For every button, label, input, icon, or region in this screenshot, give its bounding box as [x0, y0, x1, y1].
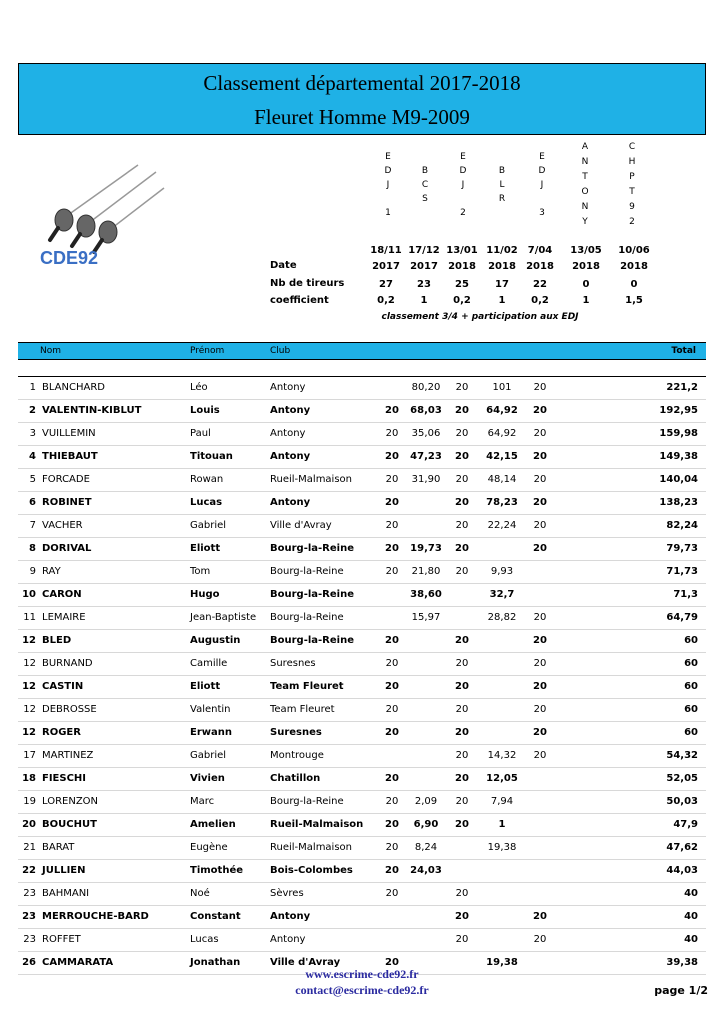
cell-e4: 14,32 — [487, 750, 517, 761]
cell-prenom: Amelien — [190, 819, 236, 830]
cell-prenom: Jonathan — [190, 957, 241, 968]
table-row — [18, 837, 706, 860]
cell-e3: 20 — [455, 773, 469, 784]
cell-nom: MARTINEZ — [42, 750, 94, 761]
cell-e4: 64,92 — [487, 428, 517, 439]
cell-e2: 8,24 — [414, 842, 438, 853]
cell-prenom: Valentin — [190, 704, 231, 715]
cell-total: 159,98 — [659, 428, 698, 439]
cell-e1: 20 — [385, 451, 399, 462]
cell-e1: 20 — [385, 681, 399, 692]
label-nb: Nb de tireurs — [270, 278, 345, 289]
cell-total: 192,95 — [659, 405, 698, 416]
table-row — [18, 492, 706, 515]
cell-e1: 20 — [385, 543, 399, 554]
cell-e4: 19,38 — [487, 842, 517, 853]
cell-prenom: Vivien — [190, 773, 225, 784]
cell-e4: 64,92 — [486, 405, 518, 416]
cell-total: 221,2 — [666, 382, 698, 393]
cell-rank: 12 — [23, 704, 36, 715]
cell-e5: 20 — [533, 704, 547, 715]
cell-prenom: Noé — [190, 888, 210, 899]
cell-e3: 20 — [455, 750, 469, 761]
event-code-6: A N T O N Y — [581, 142, 589, 227]
cell-club: Bourg-la-Reine — [270, 543, 354, 554]
table-row — [18, 929, 706, 952]
cell-e4: 22,24 — [487, 520, 517, 531]
cell-e5: 20 — [533, 727, 547, 738]
cell-club: Suresnes — [270, 658, 316, 669]
cell-e4: 48,14 — [487, 474, 517, 485]
cell-total: 60 — [684, 658, 698, 669]
cell-rank: 12 — [22, 681, 36, 692]
cell-nom: DORIVAL — [42, 543, 92, 554]
cell-rank: 11 — [23, 612, 36, 623]
cell-total: 138,23 — [659, 497, 698, 508]
cell-nom: VALENTIN-KIBLUT — [42, 405, 142, 416]
table-row — [18, 791, 706, 814]
cell-e1: 20 — [385, 773, 399, 784]
cell-prenom: Rowan — [190, 474, 224, 485]
cell-rank: 4 — [29, 451, 36, 462]
cell-rank: 9 — [29, 566, 36, 577]
cell-nom: ROFFET — [42, 934, 81, 945]
cell-e1: 20 — [385, 405, 399, 416]
cell-prenom: Lucas — [190, 497, 223, 508]
cell-e2: 38,60 — [410, 589, 442, 600]
event-code-3: E D J 2 — [459, 152, 467, 218]
cell-e1: 20 — [385, 888, 399, 899]
cell-club: Bourg-la-Reine — [270, 589, 354, 600]
cell-rank: 7 — [29, 520, 36, 531]
cell-club: Antony — [270, 934, 306, 945]
table-row — [18, 630, 706, 653]
cell-prenom: Paul — [190, 428, 211, 439]
cell-prenom: Eliott — [190, 681, 221, 692]
cell-e1: 20 — [385, 428, 399, 439]
cell-e3: 20 — [455, 635, 469, 646]
cell-e3: 20 — [455, 451, 469, 462]
cell-e2: 80,20 — [411, 382, 441, 393]
cell-rank: 18 — [22, 773, 36, 784]
table-row — [18, 607, 706, 630]
cell-prenom: Lucas — [190, 934, 219, 945]
cell-rank: 12 — [22, 727, 36, 738]
cell-e4: 9,93 — [490, 566, 514, 577]
cell-nom: CASTIN — [42, 681, 84, 692]
cell-e2: 19,73 — [410, 543, 442, 554]
cell-e1: 20 — [385, 635, 399, 646]
cell-e2: 24,03 — [410, 865, 442, 876]
cell-nom: CAMMARATA — [42, 957, 114, 968]
table-row — [18, 860, 706, 883]
cell-e5: 20 — [533, 612, 547, 623]
cell-e3: 20 — [455, 520, 469, 531]
label-date: Date — [270, 260, 297, 271]
cell-nom: RAY — [42, 566, 61, 577]
cell-e3: 20 — [455, 934, 469, 945]
cell-e4: 78,23 — [486, 497, 518, 508]
table-row — [18, 400, 706, 423]
col-club: Club — [270, 346, 291, 356]
table-row — [18, 584, 706, 607]
cell-total: 60 — [684, 681, 698, 692]
title-banner — [18, 63, 706, 135]
cell-nom: DEBROSSE — [42, 704, 97, 715]
cell-e5: 20 — [533, 934, 547, 945]
cell-nom: FIESCHI — [42, 773, 87, 784]
cell-club: Chatillon — [270, 773, 321, 784]
cell-nom: LORENZON — [42, 796, 99, 807]
cell-total: 60 — [684, 635, 698, 646]
cell-rank: 5 — [29, 474, 36, 485]
cell-e5: 20 — [533, 428, 547, 439]
col-total: Total — [671, 346, 696, 356]
cell-e3: 20 — [455, 543, 469, 554]
cell-nom: VUILLEMIN — [42, 428, 96, 439]
cell-total: 50,03 — [666, 796, 698, 807]
page-number: page 1/2 — [654, 984, 708, 997]
cell-rank: 22 — [22, 865, 36, 876]
cell-club: Rueil-Malmaison — [270, 819, 364, 830]
cell-rank: 23 — [23, 888, 36, 899]
cell-club: Sèvres — [270, 888, 304, 899]
footer — [0, 966, 724, 998]
cell-prenom: Gabriel — [190, 750, 227, 761]
page-subtitle: Fleuret Homme M9-2009 — [254, 105, 470, 129]
table-row — [18, 883, 706, 906]
cell-e4: 12,05 — [486, 773, 518, 784]
cell-e1: 20 — [385, 819, 399, 830]
cell-e4: 19,38 — [486, 957, 518, 968]
table-row — [18, 515, 706, 538]
cell-e3: 20 — [455, 819, 469, 830]
cell-total: 47,62 — [666, 842, 698, 853]
cell-e5: 20 — [533, 382, 547, 393]
cell-rank: 17 — [23, 750, 36, 761]
table-row — [18, 722, 706, 745]
cell-e2: 15,97 — [411, 612, 441, 623]
cell-nom: BARAT — [42, 842, 75, 853]
cell-e3: 20 — [455, 497, 469, 508]
cell-prenom: Léo — [190, 382, 208, 393]
cell-nom: BLANCHARD — [42, 382, 105, 393]
table-row — [18, 814, 706, 837]
event-code-5: E D J 3 — [538, 152, 546, 218]
cell-prenom: Tom — [190, 566, 211, 577]
cell-e4: 101 — [492, 382, 512, 393]
cell-total: 60 — [684, 727, 698, 738]
cell-prenom: Titouan — [190, 451, 233, 462]
cell-nom: VACHER — [42, 520, 83, 531]
cell-club: Rueil-Malmaison — [270, 474, 353, 485]
cell-prenom: Constant — [190, 911, 241, 922]
cell-e1: 20 — [385, 865, 399, 876]
col-prenom: Prénom — [190, 346, 225, 356]
table-row — [18, 538, 706, 561]
cell-e2: 2,09 — [414, 796, 438, 807]
cell-e5: 20 — [533, 911, 547, 922]
cell-e4: 28,82 — [487, 612, 517, 623]
cell-e3: 20 — [455, 796, 469, 807]
ranking-table — [18, 376, 706, 975]
cell-total: 40 — [684, 888, 698, 899]
cell-total: 64,79 — [666, 612, 698, 623]
cell-e5: 20 — [533, 681, 547, 692]
cell-e5: 20 — [533, 451, 547, 462]
cell-total: 71,3 — [673, 589, 698, 600]
table-row — [18, 561, 706, 584]
cell-total: 40 — [684, 934, 698, 945]
table-row — [18, 423, 706, 446]
page-title: Classement départemental 2017-2018 — [203, 71, 521, 95]
cell-e3: 20 — [455, 428, 469, 439]
cell-e4: 32,7 — [489, 589, 515, 600]
cell-club: Antony — [270, 911, 311, 922]
cell-rank: 20 — [22, 819, 36, 830]
cell-total: 79,73 — [666, 543, 698, 554]
table-header — [18, 342, 706, 360]
cell-e1: 20 — [385, 727, 399, 738]
cell-e5: 20 — [533, 635, 547, 646]
cell-e3: 20 — [455, 681, 469, 692]
cell-e5: 20 — [533, 520, 547, 531]
cell-total: 71,73 — [666, 566, 698, 577]
cell-nom: ROBINET — [42, 497, 92, 508]
cell-e2: 47,23 — [410, 451, 442, 462]
cell-club: Team Fleuret — [270, 704, 335, 715]
cell-e3: 20 — [455, 658, 469, 669]
cell-e1: 20 — [385, 957, 399, 968]
event-code-1: E D J 1 — [384, 152, 392, 218]
cell-e3: 20 — [455, 474, 469, 485]
cell-e1: 20 — [385, 566, 399, 577]
cell-total: 82,24 — [666, 520, 698, 531]
cell-e1: 20 — [385, 474, 399, 485]
table-row — [18, 768, 706, 791]
cell-nom: BOUCHUT — [42, 819, 97, 830]
cell-e2: 6,90 — [413, 819, 439, 830]
cell-prenom: Gabriel — [190, 520, 227, 531]
cell-rank: 1 — [29, 382, 36, 393]
logo-text: CDE92 — [40, 248, 99, 268]
cell-e3: 20 — [455, 704, 469, 715]
cell-club: Antony — [270, 382, 306, 393]
cell-rank: 10 — [22, 589, 36, 600]
website-link[interactable]: www.escrime-cde92.fr — [305, 967, 419, 981]
cell-prenom: Eliott — [190, 543, 221, 554]
cell-prenom: Hugo — [190, 589, 220, 600]
cell-e4: 42,15 — [486, 451, 518, 462]
cell-nom: MERROUCHE-BARD — [42, 911, 149, 922]
cell-prenom: Augustin — [190, 635, 241, 646]
cell-nom: LEMAIRE — [42, 612, 86, 623]
cell-club: Antony — [270, 451, 311, 462]
cell-total: 40 — [684, 911, 698, 922]
cell-e1: 20 — [385, 796, 399, 807]
cell-prenom: Timothée — [190, 865, 244, 876]
cell-rank: 6 — [29, 497, 36, 508]
cell-total: 39,38 — [666, 957, 698, 968]
cell-club: Bourg-la-Reine — [270, 796, 344, 807]
cell-club: Team Fleuret — [270, 681, 344, 692]
cell-club: Antony — [270, 405, 311, 416]
cell-nom: BLED — [42, 635, 72, 646]
label-coef: coefficient — [270, 295, 329, 306]
email-link[interactable]: contact@escrime-cde92.fr — [295, 983, 429, 997]
cell-nom: FORCADE — [42, 474, 90, 485]
cell-nom: JULLIEN — [42, 865, 86, 876]
cell-prenom: Camille — [190, 658, 228, 669]
cell-prenom: Erwann — [190, 727, 232, 738]
table-row — [18, 745, 706, 768]
cell-e3: 20 — [455, 566, 469, 577]
table-row — [18, 699, 706, 722]
cell-rank: 12 — [23, 658, 36, 669]
cell-rank: 3 — [29, 428, 36, 439]
table-row — [18, 377, 706, 400]
cell-total: 60 — [684, 704, 698, 715]
cell-prenom: Jean-Baptiste — [190, 612, 257, 623]
cell-nom: BURNAND — [42, 658, 93, 669]
cell-total: 52,05 — [666, 773, 698, 784]
cell-total: 140,04 — [659, 474, 698, 485]
cell-e5: 20 — [533, 543, 547, 554]
cell-club: Rueil-Malmaison — [270, 842, 353, 853]
cell-club: Suresnes — [270, 727, 322, 738]
table-row — [18, 446, 706, 469]
cell-total: 149,38 — [659, 451, 698, 462]
cell-total: 54,32 — [666, 750, 698, 761]
cell-e1: 20 — [385, 704, 399, 715]
cell-club: Bourg-la-Reine — [270, 635, 354, 646]
table-row — [18, 906, 706, 929]
cell-rank: 12 — [22, 635, 36, 646]
cell-e5: 20 — [533, 750, 547, 761]
cell-e5: 20 — [533, 405, 547, 416]
cell-club: Antony — [270, 497, 311, 508]
cell-nom: THIEBAUT — [42, 451, 98, 462]
col-nom: Nom — [40, 346, 62, 356]
cell-club: Bois-Colombes — [270, 865, 353, 876]
cell-e3: 20 — [455, 405, 469, 416]
cell-prenom: Eugène — [190, 842, 228, 853]
cell-club: Montrouge — [270, 750, 324, 761]
event-code-7: C H P T 9 2 — [628, 142, 636, 227]
cell-e3: 20 — [455, 727, 469, 738]
cell-club: Bourg-la-Reine — [270, 612, 344, 623]
cell-e3: 20 — [455, 888, 469, 899]
cell-rank: 23 — [23, 934, 36, 945]
cell-prenom: Louis — [190, 405, 220, 416]
cell-prenom: Marc — [190, 796, 215, 807]
cell-nom: BAHMANI — [42, 888, 90, 899]
cell-e2: 68,03 — [410, 405, 442, 416]
cell-rank: 21 — [23, 842, 36, 853]
cell-rank: 2 — [29, 405, 36, 416]
cell-e5: 20 — [533, 658, 547, 669]
cell-e1: 20 — [385, 497, 399, 508]
cell-total: 44,03 — [666, 865, 698, 876]
cell-e5: 20 — [533, 474, 547, 485]
cell-club: Ville d'Avray — [270, 520, 332, 531]
cell-e2: 35,06 — [411, 428, 441, 439]
cell-nom: CARON — [42, 589, 82, 600]
cell-e2: 31,90 — [411, 474, 441, 485]
cell-rank: 8 — [29, 543, 36, 554]
table-row — [18, 653, 706, 676]
cell-e3: 20 — [455, 911, 469, 922]
table-row — [18, 469, 706, 492]
cell-e3: 20 — [455, 382, 469, 393]
cell-e1: 20 — [385, 658, 399, 669]
cell-rank: 19 — [23, 796, 36, 807]
cell-e1: 20 — [385, 520, 399, 531]
cell-e4: 1 — [498, 819, 506, 830]
cell-rank: 23 — [22, 911, 36, 922]
ranking-note: classement 3/4 + participation aux EDJ — [381, 312, 579, 322]
cell-nom: ROGER — [42, 727, 81, 738]
table-row — [18, 676, 706, 699]
event-code-4: B L R — [498, 166, 506, 204]
event-code-2: B C S — [421, 166, 429, 204]
cell-e5: 20 — [533, 497, 547, 508]
cell-club: Ville d'Avray — [270, 957, 341, 968]
cell-e4: 7,94 — [490, 796, 514, 807]
cell-club: Bourg-la-Reine — [270, 566, 344, 577]
cell-club: Antony — [270, 428, 306, 439]
cell-rank: 26 — [22, 957, 36, 968]
cell-e2: 21,80 — [411, 566, 441, 577]
cde92-logo — [28, 160, 168, 275]
cell-e1: 20 — [385, 842, 399, 853]
cell-total: 47,9 — [673, 819, 698, 830]
